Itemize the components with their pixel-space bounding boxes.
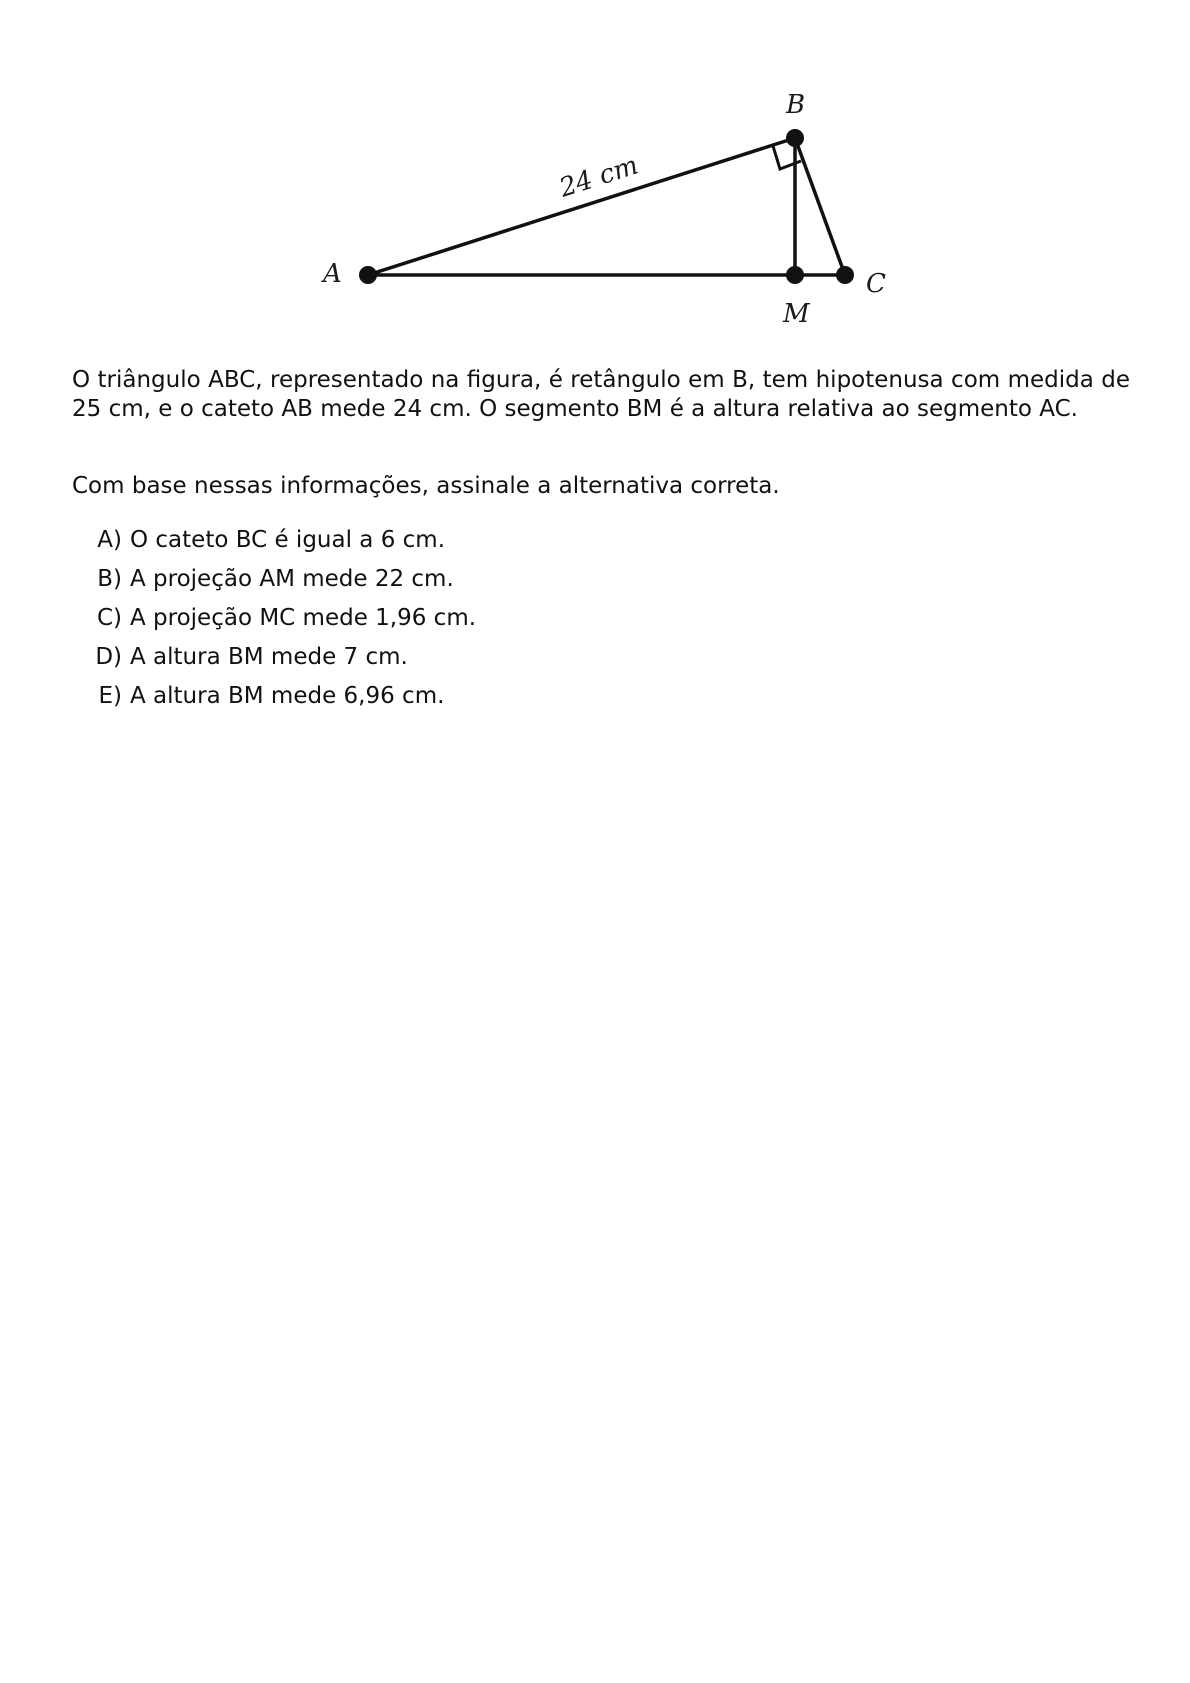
option-a[interactable] xyxy=(72,526,1072,565)
question-instruction: Com base nessas informações, assinale a alternativa correta. xyxy=(72,473,780,499)
answer-options xyxy=(72,526,1072,721)
option-letter: C) xyxy=(96,605,122,631)
vertex-a-dot xyxy=(359,266,377,284)
question-statement: O triângulo ABC, representado na figura, é retângulo em B, tem hipotenusa com medida de 25 cm, e o cateto AB mede 24 cm. O segmento BM é a altura relativa ao segmento AC. xyxy=(72,367,1130,422)
vertex-c-dot xyxy=(836,266,854,284)
option-text: A altura BM mede 6,96 cm. xyxy=(130,683,445,709)
option-c[interactable] xyxy=(72,604,1072,643)
vertex-label-a: A xyxy=(323,259,342,289)
option-text: A altura BM mede 7 cm. xyxy=(130,644,408,670)
option-letter: E) xyxy=(98,683,122,709)
segment-ab xyxy=(368,138,795,275)
option-text: A projeção MC mede 1,96 cm. xyxy=(130,605,477,631)
option-e[interactable] xyxy=(72,682,1072,721)
triangle-figure xyxy=(0,0,1190,340)
option-letter: D) xyxy=(95,644,122,670)
option-letter: A) xyxy=(97,527,122,553)
option-b[interactable] xyxy=(72,565,1072,604)
segment-bc xyxy=(795,138,845,275)
option-letter: B) xyxy=(97,566,122,592)
option-text: A projeção AM mede 22 cm. xyxy=(130,566,454,592)
vertex-label-b: B xyxy=(786,90,806,120)
right-angle-marker xyxy=(773,146,801,169)
vertex-label-c: C xyxy=(866,269,886,299)
vertex-label-m: M xyxy=(783,299,810,329)
triangle-diagram xyxy=(0,0,1190,340)
vertex-b-dot xyxy=(786,129,804,147)
side-label-ab: 24 cm xyxy=(555,150,642,204)
option-d[interactable] xyxy=(72,643,1072,682)
option-text: O cateto BC é igual a 6 cm. xyxy=(130,527,446,553)
vertex-m-dot xyxy=(786,266,804,284)
